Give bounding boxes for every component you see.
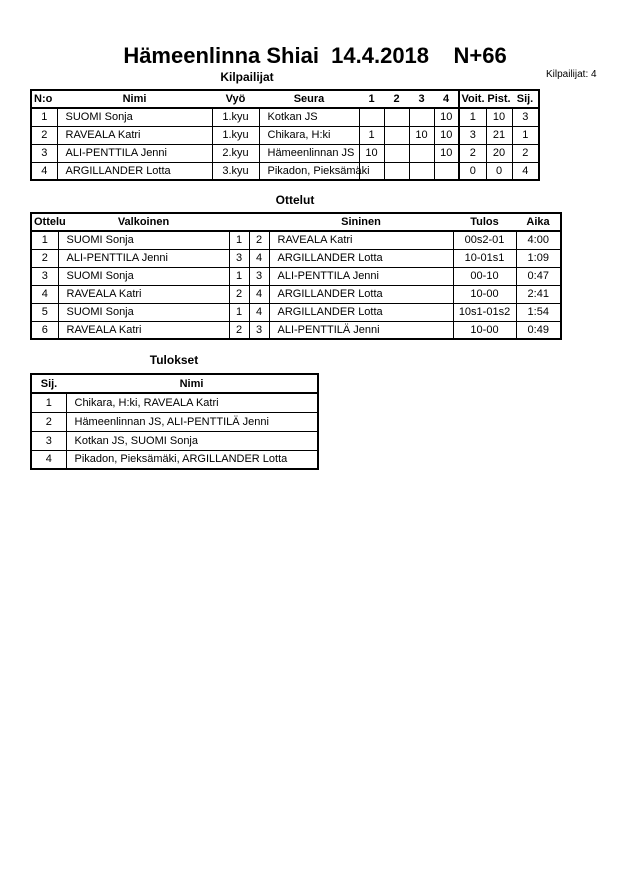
col-header-ottelu: Ottelu [31, 213, 58, 231]
col-header-2: 2 [384, 90, 409, 108]
col-header-valkoinen: Valkoinen [58, 213, 229, 231]
cell-score-1: 1 [359, 126, 384, 144]
cell-white-no: 1 [229, 303, 249, 321]
cell-match-no: 1 [31, 231, 58, 249]
cell-nimi: RAVEALA Katri [57, 126, 212, 144]
table-row [31, 450, 318, 469]
col-header-pist: Pist. [486, 90, 512, 108]
cell-sininen: ALI-PENTTILÄ Jenni [269, 321, 453, 339]
cell-voit: 3 [459, 126, 486, 144]
cell-vyo: 3.kyu [212, 162, 259, 180]
cell-no: 2 [31, 126, 57, 144]
cell-blue-no: 3 [249, 267, 269, 285]
cell-sininen: ARGILLANDER Lotta [269, 249, 453, 267]
cell-aika: 4:00 [516, 231, 561, 249]
page-title: Hämeenlinna Shiai 14.4.2018 N+66 [123, 43, 507, 68]
cell-sininen: ALI-PENTTILA Jenni [269, 267, 453, 285]
cell-blue-no: 2 [249, 231, 269, 249]
col-header-aika: Aika [516, 213, 561, 231]
cell-tulos: 00s2-01 [453, 231, 516, 249]
cell-match-no: 3 [31, 267, 58, 285]
cell-valkoinen: ALI-PENTTILA Jenni [58, 249, 229, 267]
col-header-3: 3 [409, 90, 434, 108]
cell-score-2 [384, 162, 409, 180]
cell-valkoinen: SUOMI Sonja [58, 303, 229, 321]
cell-score-3: 10 [409, 126, 434, 144]
cell-score-1: 10 [359, 144, 384, 162]
col-header-no: N:o [31, 90, 57, 108]
cell-voit: 2 [459, 144, 486, 162]
col-header-tulos: Tulos [453, 213, 516, 231]
cell-aika: 0:49 [516, 321, 561, 339]
cell-score-4: 10 [434, 126, 459, 144]
table-row [31, 162, 539, 180]
col-header-white-no [229, 213, 249, 231]
section-label-ottelut: Ottelut [275, 193, 315, 207]
table-row [31, 108, 539, 126]
cell-nimi: ALI-PENTTILA Jenni [57, 144, 212, 162]
col-header-seura: Seura [259, 90, 359, 108]
table-row [31, 321, 561, 339]
col-header-4: 4 [434, 90, 459, 108]
col-header-voit: Voit. [459, 90, 486, 108]
cell-score-3 [409, 144, 434, 162]
table-row [31, 393, 318, 412]
cell-valkoinen: SUOMI Sonja [58, 231, 229, 249]
cell-tulos: 10-00 [453, 321, 516, 339]
cell-sij: 4 [31, 450, 66, 469]
table-row [31, 267, 561, 285]
col-header-sininen: Sininen [269, 213, 453, 231]
cell-aika: 1:54 [516, 303, 561, 321]
cell-score-1 [359, 108, 384, 126]
cell-sij: 1 [31, 393, 66, 412]
cell-pist: 0 [486, 162, 512, 180]
cell-nimi: Chikara, H:ki, RAVEALA Katri [66, 393, 318, 412]
cell-vyo: 2.kyu [212, 144, 259, 162]
cell-blue-no: 3 [249, 321, 269, 339]
cell-nimi: Pikadon, Pieksämäki, ARGILLANDER Lotta [66, 450, 318, 469]
col-header-vyo: Vyö [212, 90, 259, 108]
cell-tulos: 00-10 [453, 267, 516, 285]
cell-sij: 3 [31, 431, 66, 450]
table-row [31, 431, 318, 450]
cell-blue-no: 4 [249, 285, 269, 303]
table-row [31, 231, 561, 249]
cell-match-no: 2 [31, 249, 58, 267]
cell-tulos: 10-00 [453, 285, 516, 303]
table-row [31, 412, 318, 431]
competitors-table [30, 89, 540, 181]
cell-score-2 [384, 108, 409, 126]
cell-score-2 [384, 144, 409, 162]
cell-sij: 4 [512, 162, 539, 180]
cell-blue-no: 4 [249, 249, 269, 267]
cell-valkoinen: SUOMI Sonja [58, 267, 229, 285]
cell-sininen: ARGILLANDER Lotta [269, 303, 453, 321]
cell-valkoinen: RAVEALA Katri [58, 285, 229, 303]
table-row [31, 144, 539, 162]
cell-tulos: 10s1-01s2 [453, 303, 516, 321]
section-label-kilpailijat: Kilpailijat [220, 70, 274, 84]
cell-seura: Chikara, H:ki [259, 126, 359, 144]
cell-nimi: Kotkan JS, SUOMI Sonja [66, 431, 318, 450]
table-row [31, 285, 561, 303]
cell-seura: Pikadon, Pieksämäki [259, 162, 359, 180]
results-header-row [31, 374, 318, 393]
cell-white-no: 1 [229, 231, 249, 249]
cell-sij: 1 [512, 126, 539, 144]
competitors-header-row [31, 90, 539, 108]
cell-pist: 21 [486, 126, 512, 144]
col-header-1: 1 [359, 90, 384, 108]
table-row [31, 249, 561, 267]
cell-seura: Hämeenlinnan JS [259, 144, 359, 162]
col-header-blue-no [249, 213, 269, 231]
cell-no: 1 [31, 108, 57, 126]
cell-sij: 3 [512, 108, 539, 126]
cell-score-4: 10 [434, 108, 459, 126]
cell-score-3 [409, 108, 434, 126]
cell-sij: 2 [31, 412, 66, 431]
cell-sij: 2 [512, 144, 539, 162]
cell-nimi: Hämeenlinnan JS, ALI-PENTTILÄ Jenni [66, 412, 318, 431]
table-row [31, 303, 561, 321]
col-header-nimi: Nimi [57, 90, 212, 108]
cell-no: 3 [31, 144, 57, 162]
section-label-tulokset: Tulokset [149, 353, 199, 367]
cell-pist: 10 [486, 108, 512, 126]
col-header-sij: Sij. [512, 90, 539, 108]
cell-voit: 0 [459, 162, 486, 180]
cell-blue-no: 4 [249, 303, 269, 321]
cell-vyo: 1.kyu [212, 126, 259, 144]
table-row [31, 126, 539, 144]
cell-nimi: SUOMI Sonja [57, 108, 212, 126]
cell-score-4: 10 [434, 144, 459, 162]
cell-no: 4 [31, 162, 57, 180]
cell-white-no: 3 [229, 249, 249, 267]
cell-pist: 20 [486, 144, 512, 162]
results-table [30, 373, 319, 470]
cell-aika: 1:09 [516, 249, 561, 267]
cell-white-no: 2 [229, 285, 249, 303]
matches-table [30, 212, 562, 340]
col-header-sij: Sij. [31, 374, 66, 393]
cell-score-2 [384, 126, 409, 144]
cell-match-no: 6 [31, 321, 58, 339]
cell-aika: 0:47 [516, 267, 561, 285]
matches-header-row [31, 213, 561, 231]
cell-white-no: 2 [229, 321, 249, 339]
col-header-nimi: Nimi [66, 374, 318, 393]
cell-match-no: 4 [31, 285, 58, 303]
cell-nimi: ARGILLANDER Lotta [57, 162, 212, 180]
cell-valkoinen: RAVEALA Katri [58, 321, 229, 339]
cell-white-no: 1 [229, 267, 249, 285]
cell-vyo: 1.kyu [212, 108, 259, 126]
cell-voit: 1 [459, 108, 486, 126]
cell-tulos: 10-01s1 [453, 249, 516, 267]
cell-aika: 2:41 [516, 285, 561, 303]
cell-score-4 [434, 162, 459, 180]
cell-sininen: RAVEALA Katri [269, 231, 453, 249]
cell-match-no: 5 [31, 303, 58, 321]
cell-sininen: ARGILLANDER Lotta [269, 285, 453, 303]
cell-score-3 [409, 162, 434, 180]
cell-seura: Kotkan JS [259, 108, 359, 126]
competitor-count: Kilpailijat: 4 [546, 69, 597, 80]
